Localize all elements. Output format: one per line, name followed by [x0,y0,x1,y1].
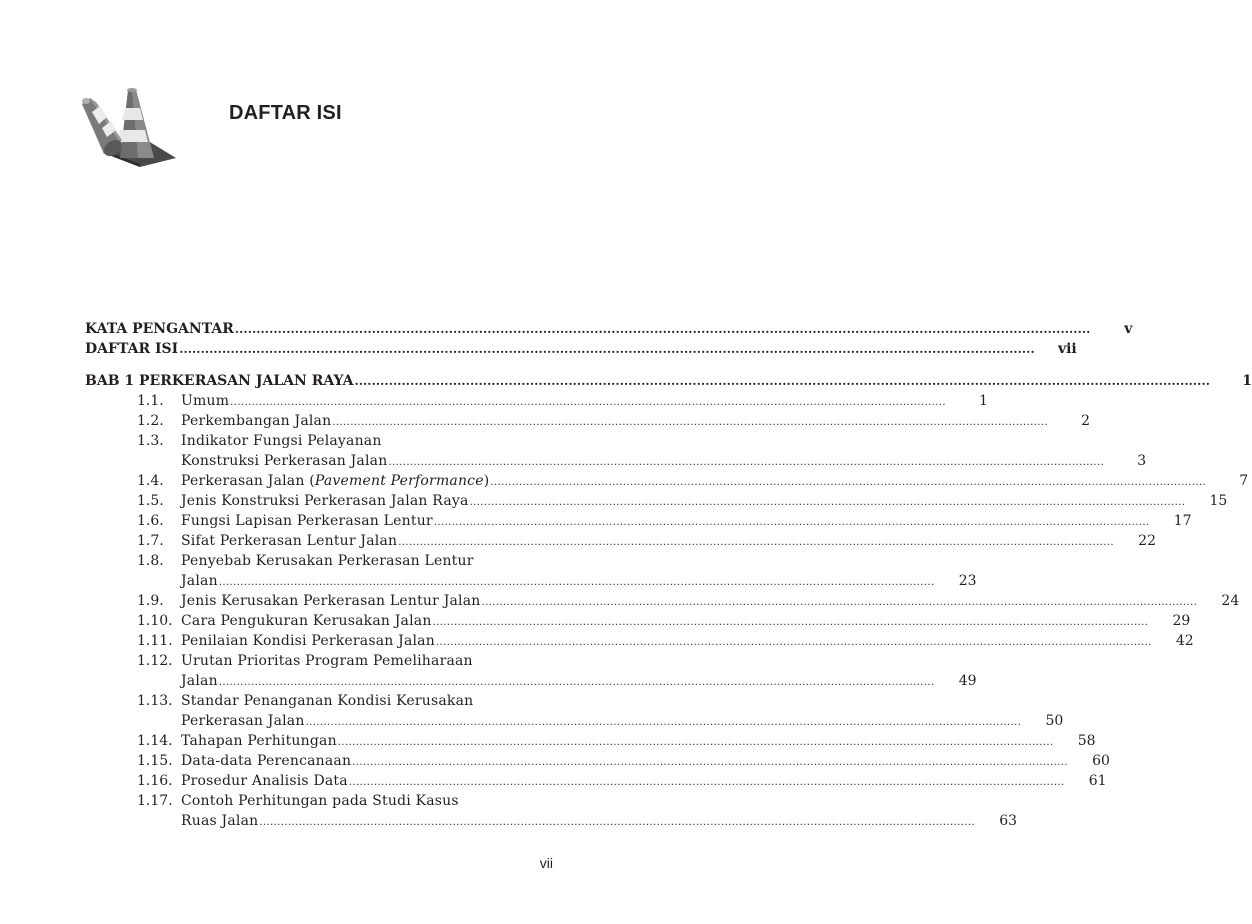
toc-entry [85,511,1192,531]
toc-entry-page: 22 [1138,533,1156,549]
toc-entry-title: KATA PENGANTAR [85,321,234,337]
dot-leader: ........................................................................................................................................................................................................ [348,777,1065,788]
toc-entry-page: 15 [1209,493,1228,509]
dot-leader: ........................................................................................................................................................................................................ [388,457,1105,468]
toc-entry-number: 1.13. [137,693,173,709]
toc-entry-title: Perkembangan Jalan [181,413,332,429]
toc-entry-title: Data-data Perencanaan [181,753,352,769]
dot-leader: ........................................................................................................................................................................................................ [469,497,1186,508]
toc-entry-page: 2 [1081,413,1091,429]
toc-entry [85,731,1096,751]
toc-entry-page: 1 [979,393,988,409]
toc-entry-continuation [85,671,977,691]
toc-entry-page: 61 [1088,773,1107,789]
toc-entry-title: Sifat Perkerasan Lentur Jalan [181,533,398,549]
dot-leader: ........................................................................................................................................................................................................ [179,342,1035,356]
toc-chapter [85,371,1252,391]
toc-entry-number: 1.17. [137,793,173,809]
toc-entry-number: 1.8. [137,553,164,569]
toc-entry-title: Ruas Jalan [181,813,259,829]
toc-entry-continuation [85,451,1147,471]
dot-leader: ........................................................................................................................................................................................................ [352,757,1068,768]
toc-entry-page: 42 [1175,633,1194,649]
toc-entry-title: Prosedur Analisis Data [181,773,348,789]
toc-chapter-page: 1 [1242,373,1252,389]
toc-entry [85,751,1110,771]
toc-entry-title: Tahapan Perhitungan [181,733,337,749]
toc-entry [85,651,555,671]
toc-entry [85,551,555,571]
toc-entry-number: 1.4. [137,473,164,489]
toc-entry-title: Jalan [181,573,218,589]
toc-entry-title-part: Perkerasan Jalan ( [181,473,315,489]
toc-entry [85,791,555,811]
dot-leader: ........................................................................................................................................................................................................ [354,374,1211,388]
toc-entry [85,771,1107,791]
toc-entry-page: 17 [1173,513,1192,529]
toc-entry [85,491,1228,511]
toc-entry [85,339,1077,359]
toc-entry [85,471,1249,491]
table-of-contents [85,319,1252,831]
toc-entry-page: 50 [1045,713,1064,729]
dot-leader: ........................................................................................................................................................................................................ [234,322,1091,336]
dot-leader: ........................................................................................................................................................................................................ [433,517,1150,528]
dot-leader: ........................................................................................................................................................................................................ [305,717,1022,728]
toc-entry-page: 63 [999,813,1018,829]
toc-entry-page: 60 [1092,753,1110,769]
toc-entry-page: vii [1057,341,1077,357]
toc-entry-title: DAFTAR ISI [85,341,179,357]
dot-leader: ........................................................................................................................................................................................................ [432,617,1149,628]
toc-entry-number: 1.5. [137,493,164,509]
toc-entry-title: Urutan Prioritas Program Pemeliharaan [181,653,473,669]
toc-entry-number: 1.15. [137,753,173,769]
toc-entry [85,391,988,411]
toc-entry-page: 58 [1077,733,1096,749]
toc-entry [85,631,1194,651]
toc-entry-title: Jenis Konstruksi Perkerasan Jalan Raya [181,493,469,509]
toc-entry [85,319,1133,339]
toc-entry-number: 1.7. [137,533,164,549]
toc-entry-title: Jenis Kerusakan Perkerasan Lentur Jalan [181,593,481,609]
toc-entry-page: 49 [958,673,977,689]
toc-entry-page: 3 [1137,453,1147,469]
toc-entry [85,411,1091,431]
dot-leader: ........................................................................................................................................................................................................ [481,597,1198,608]
toc-entry-title: Umum [181,393,230,409]
dot-leader: ........................................................................................................................................................................................................ [218,577,935,588]
toc-entry-title: Penilaian Kondisi Perkerasan Jalan [181,633,435,649]
toc-entry-title: Penyebab Kerusakan Perkerasan Lentur [181,553,474,569]
toc-entry [85,531,1156,551]
toc-chapter-title: BAB 1 PERKERASAN JALAN RAYA [85,373,354,389]
toc-entry-page: 7 [1239,473,1249,489]
dot-leader: ........................................................................................................................................................................................................ [259,817,976,828]
toc-entry-continuation [85,711,1064,731]
page-number: vii [539,855,553,871]
toc-entry-title: Fungsi Lapisan Perkerasan Lentur [181,513,433,529]
toc-entry-page: 23 [958,573,977,589]
dot-leader: ........................................................................................................................................................................................................ [490,477,1207,488]
toc-entry [85,691,555,711]
toc-entry [85,611,1191,631]
toc-entry-title: Cara Pengukuran Kerusakan Jalan [181,613,432,629]
toc-entry-number: 1.12. [137,653,173,669]
toc-entry-number: 1.9. [137,593,164,609]
traffic-cone-icon [76,84,180,168]
page-title: DAFTAR ISI [229,102,342,124]
dot-leader: ........................................................................................................................................................................................................ [230,397,946,408]
toc-entry-title [181,471,489,491]
toc-entry-continuation [85,571,977,591]
toc-entry-title: Indikator Fungsi Pelayanan [181,433,382,449]
dot-leader: ........................................................................................................................................................................................................ [218,677,935,688]
toc-entry-number: 1.1. [137,393,164,409]
toc-entry-number: 1.3. [137,433,164,449]
toc-entry-continuation [85,811,1018,831]
toc-entry-title: Contoh Perhitungan pada Studi Kasus [181,793,459,809]
toc-entry-title: Perkerasan Jalan [181,713,305,729]
toc-entry-number: 1.14. [137,733,173,749]
toc-entry-title: Konstruksi Perkerasan Jalan [181,453,388,469]
toc-entry [85,591,1240,611]
toc-entry-title: Standar Penanganan Kondisi Kerusakan [181,693,474,709]
toc-entry-title-italic: Pavement Performance [314,473,484,489]
toc-entry-number: 1.2. [137,413,164,429]
dot-leader: ........................................................................................................................................................................................................ [337,737,1054,748]
dot-leader: ........................................................................................................................................................................................................ [435,637,1152,648]
toc-entry-number: 1.6. [137,513,164,529]
toc-entry-page: 29 [1172,613,1191,629]
toc-entry-title-part: ) [483,473,490,489]
toc-entry-page: 24 [1221,593,1240,609]
toc-entry-title: Jalan [181,673,218,689]
toc-entry [85,431,555,451]
dot-leader: ........................................................................................................................................................................................................ [332,417,1049,428]
toc-entry-number: 1.16. [137,773,173,789]
toc-entry-number: 1.11. [137,633,173,649]
toc-entry-page: v [1124,321,1133,337]
toc-entry-number: 1.10. [137,613,173,629]
dot-leader: ........................................................................................................................................................................................................ [398,537,1114,548]
